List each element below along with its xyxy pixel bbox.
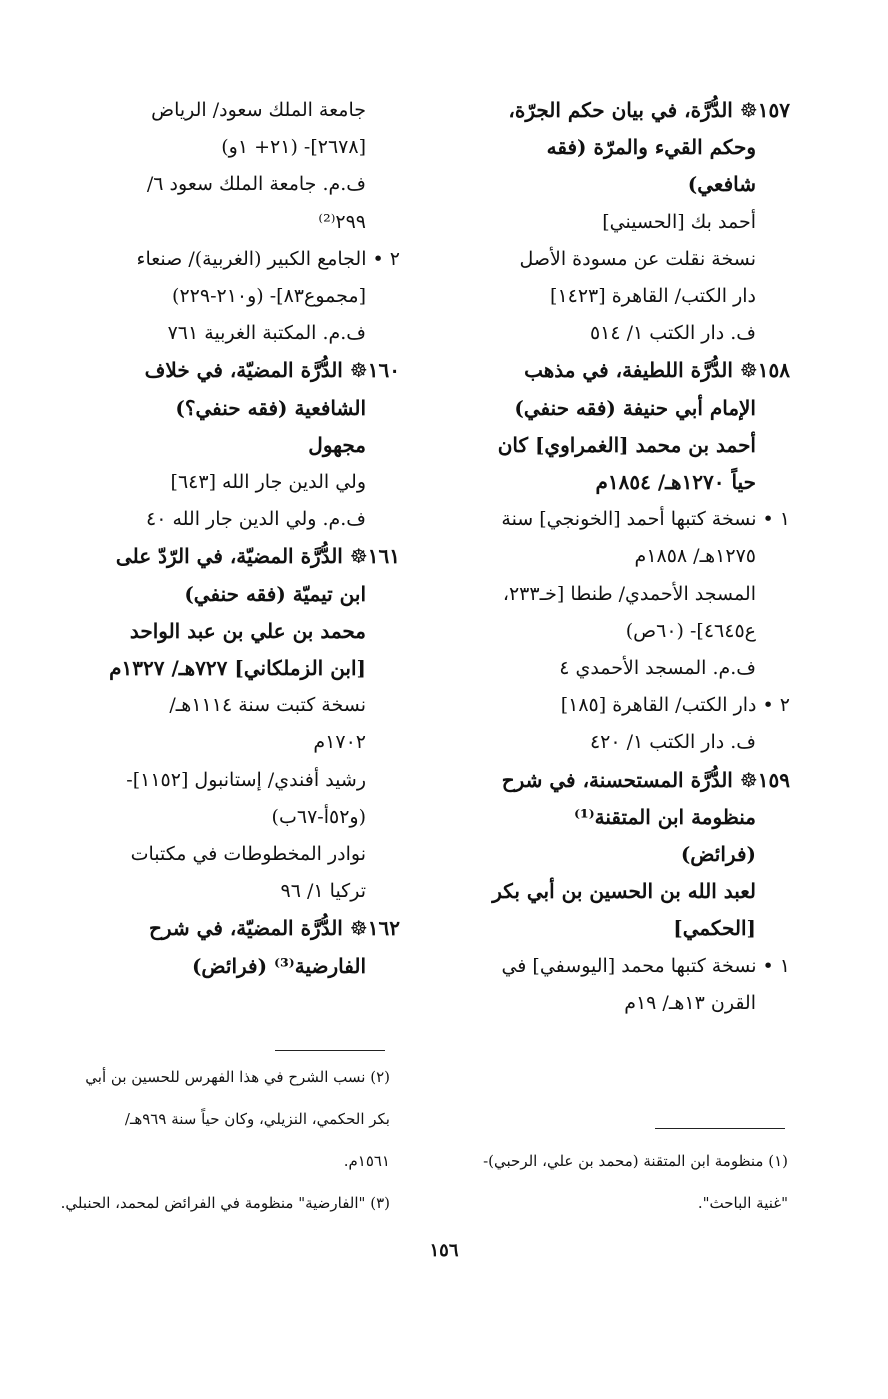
- text-line: المسجد الأحمدي/ طنطا [خـ٢٣٣،: [502, 582, 756, 605]
- text-line: ابن تيميّة (فقه حنفي): [184, 581, 366, 606]
- footnotes-left: [40, 1056, 390, 1224]
- text-line: ولي الدين جار الله [٦٤٣]: [170, 471, 366, 494]
- footnote-line: "غنية الباحث".: [697, 1194, 788, 1212]
- text-line: ١٦٠☸ الدُّرَّة المضيّة، في خلاف: [144, 358, 400, 383]
- text-line: شافعي): [687, 172, 756, 197]
- text-line: ٢ • دار الكتب/ القاهرة [١٨٥]: [560, 694, 790, 717]
- text-line: ف.م. المسجد الأحمدي ٤: [559, 657, 756, 680]
- text-line: ١٥٨☸ الدُّرَّة اللطيفة، في مذهب: [524, 358, 790, 383]
- text-line: ف. دار الكتب ١/ ٥١٤: [589, 322, 756, 345]
- text-line: مجهول: [308, 432, 366, 457]
- page-number: ١٥٦: [429, 1240, 459, 1261]
- text-line: ع٤٦٤٥]- (٦٠ص): [625, 619, 756, 642]
- text-line: ف. دار الكتب ١/ ٤٢٠: [589, 731, 756, 754]
- text-line: ف.م. ولي الدين جار الله ٤٠: [145, 508, 366, 531]
- text-line: ١٧٠٢م: [313, 731, 366, 754]
- text-line: نسخة نقلت عن مسودة الأصل: [519, 247, 756, 270]
- footnotes-right: [430, 1140, 788, 1224]
- text-line: [٢٦٧٨]- (٢١+ ١و): [221, 136, 366, 159]
- text-line: جامعة الملك سعود/ الرياض: [151, 99, 366, 121]
- text-line: ف.م. المكتبة الغربية ٧٦١: [167, 322, 366, 345]
- footnote-line: ١٥٦١م.: [343, 1152, 390, 1170]
- text-line: [مجموع٨٣]- (و٢١٠-٢٢٩): [172, 285, 366, 308]
- text-line: ٢٩٩⁽²⁾: [318, 210, 366, 233]
- footnote-divider-left: [275, 1050, 385, 1051]
- text-line: الإمام أبي حنيفة (فقه حنفي): [514, 395, 756, 420]
- text-line: ١٥٩☸ الدُّرَّة المستحسنة، في شرح: [501, 767, 790, 792]
- text-line: ١٢٧٥هـ/ ١٨٥٨م: [634, 545, 756, 568]
- right-column: [430, 92, 790, 1022]
- footnote-line: (٢) نسب الشرح في هذا الفهرس للحسين بن أبي: [85, 1068, 390, 1086]
- text-line: وحكم القيء والمرّة (فقه: [546, 135, 756, 160]
- text-line: دار الكتب/ القاهرة [١٤٢٣]: [550, 285, 756, 308]
- text-line: ١ • نسخة كتبها محمد [اليوسفي] في: [501, 954, 790, 977]
- text-line: ف.م. جامعة الملك سعود ٦/: [146, 173, 366, 196]
- left-column: [50, 92, 400, 985]
- text-line: [ابن الزملكاني] ٧٢٧هـ/ ١٣٢٧م: [109, 656, 366, 681]
- text-line: (و٥٢أ-٦٧ب): [271, 805, 366, 828]
- text-line: ٢ • الجامع الكبير (الغربية)/ صنعاء: [136, 247, 400, 270]
- text-line: الشافعية (فقه حنفي؟): [175, 395, 366, 420]
- text-line: ١٥٧☸ الدُّرَّة، في بيان حكم الجرّة،: [508, 98, 790, 122]
- text-line: القرن ١٣هـ/ ١٩م: [624, 991, 756, 1014]
- text-line: أحمد بن محمد [الغمراوي] كان: [497, 432, 756, 457]
- text-line: ١٦١☸ الدُّرَّة المضيّة، في الرّدّ على: [115, 544, 400, 569]
- text-line: لعبد الله بن الحسين بن أبي بكر: [492, 879, 756, 904]
- text-line: منظومة ابن المتقنة⁽¹⁾: [573, 804, 756, 829]
- text-line: تركيا ١/ ٩٦: [280, 880, 366, 903]
- text-line: نوادر المخطوطات في مكتبات: [130, 843, 366, 866]
- text-line: ١٦٢☸ الدُّرَّة المضيّة، في شرح: [148, 916, 400, 941]
- text-line: الفارضية⁽³⁾ (فرائض): [191, 953, 366, 978]
- text-line: أحمد بك [الحسيني]: [602, 210, 756, 233]
- text-line: (فرائض): [680, 842, 756, 867]
- text-line: محمد بن علي بن عبد الواحد: [129, 618, 366, 643]
- text-line: ١ • نسخة كتبها أحمد [الخونجي] سنة: [501, 508, 790, 531]
- footnote-line: (٣) "الفارضية" منظومة في الفرائض لمحمد، الحنبلي.: [60, 1194, 390, 1212]
- footnote-line: بكر الحكمي، النزيلي، وكان حياً سنة ٩٦٩هـ/: [124, 1110, 390, 1128]
- footnote-line: (١) منظومة ابن المتقنة (محمد بن علي، الرحبي)-: [483, 1152, 788, 1170]
- text-line: [الحكمي]: [673, 916, 756, 941]
- footnote-divider-right: [655, 1128, 785, 1129]
- text-line: نسخة كتبت سنة ١١١٤هـ/: [169, 694, 366, 717]
- text-line: رشيد أفندي/ إستانبول [١١٥٢]-: [126, 768, 366, 791]
- text-line: حياً ١٢٧٠هـ/ ١٨٥٤م: [595, 470, 756, 495]
